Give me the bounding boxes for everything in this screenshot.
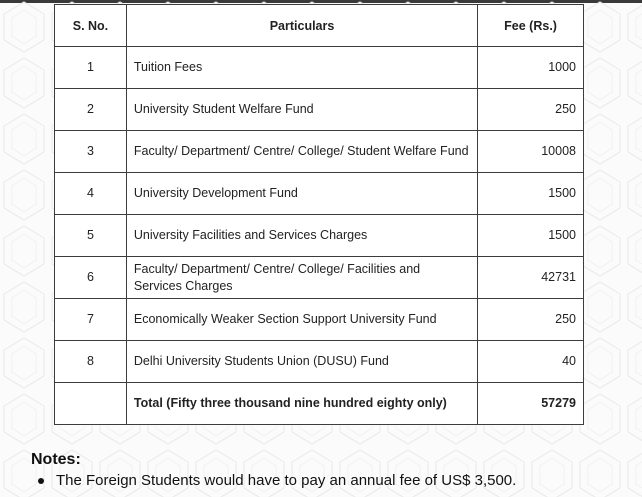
fee-table	[54, 4, 584, 425]
table-row	[55, 299, 584, 341]
list-item	[36, 471, 516, 491]
row-particulars: Economically Weaker Section Support University Fund	[126, 299, 477, 341]
row-particulars: Faculty/ Department/ Centre/ College/ Facilities and Services Charges	[126, 257, 477, 299]
row-sno: 4	[55, 173, 127, 215]
table-row	[55, 47, 584, 89]
row-particulars: Tuition Fees	[126, 47, 477, 89]
row-particulars: Delhi University Students Union (DUSU) Fund	[126, 341, 477, 383]
row-fee: 40	[478, 341, 584, 383]
row-sno: 7	[55, 299, 127, 341]
header-particulars: Particulars	[126, 5, 477, 47]
row-sno: 6	[55, 257, 127, 299]
row-fee: 10008	[478, 131, 584, 173]
table-header-row	[55, 5, 584, 47]
row-sno: 5	[55, 215, 127, 257]
row-particulars: University Student Welfare Fund	[126, 89, 477, 131]
row-particulars: Faculty/ Department/ Centre/ College/ Student Welfare Fund	[126, 131, 477, 173]
row-fee: 250	[478, 299, 584, 341]
row-particulars: University Development Fund	[126, 173, 477, 215]
total-particulars: Total (Fifty three thousand nine hundred eighty only)	[126, 383, 477, 425]
row-particulars: University Facilities and Services Charges	[126, 215, 477, 257]
header-fee: Fee (Rs.)	[478, 5, 584, 47]
row-fee: 1000	[478, 47, 584, 89]
total-fee: 57279	[478, 383, 584, 425]
row-fee: 1500	[478, 215, 584, 257]
table-total-row	[55, 383, 584, 425]
notes-heading: Notes:	[31, 451, 81, 468]
bullet-icon	[38, 478, 44, 484]
row-sno: 8	[55, 341, 127, 383]
table-row	[55, 341, 584, 383]
table-row	[55, 131, 584, 173]
table-row	[55, 215, 584, 257]
row-fee: 42731	[478, 257, 584, 299]
row-sno: 3	[55, 131, 127, 173]
row-fee: 250	[478, 89, 584, 131]
row-sno: 2	[55, 89, 127, 131]
notes-list	[36, 471, 516, 491]
table-row	[55, 257, 584, 299]
table-row	[55, 173, 584, 215]
row-fee: 1500	[478, 173, 584, 215]
note-text: The Foreign Students would have to pay an annual fee of US$ 3,500.	[56, 472, 517, 489]
header-sno: S. No.	[55, 5, 127, 47]
row-sno: 1	[55, 47, 127, 89]
table-row	[55, 89, 584, 131]
total-sno	[55, 383, 127, 425]
